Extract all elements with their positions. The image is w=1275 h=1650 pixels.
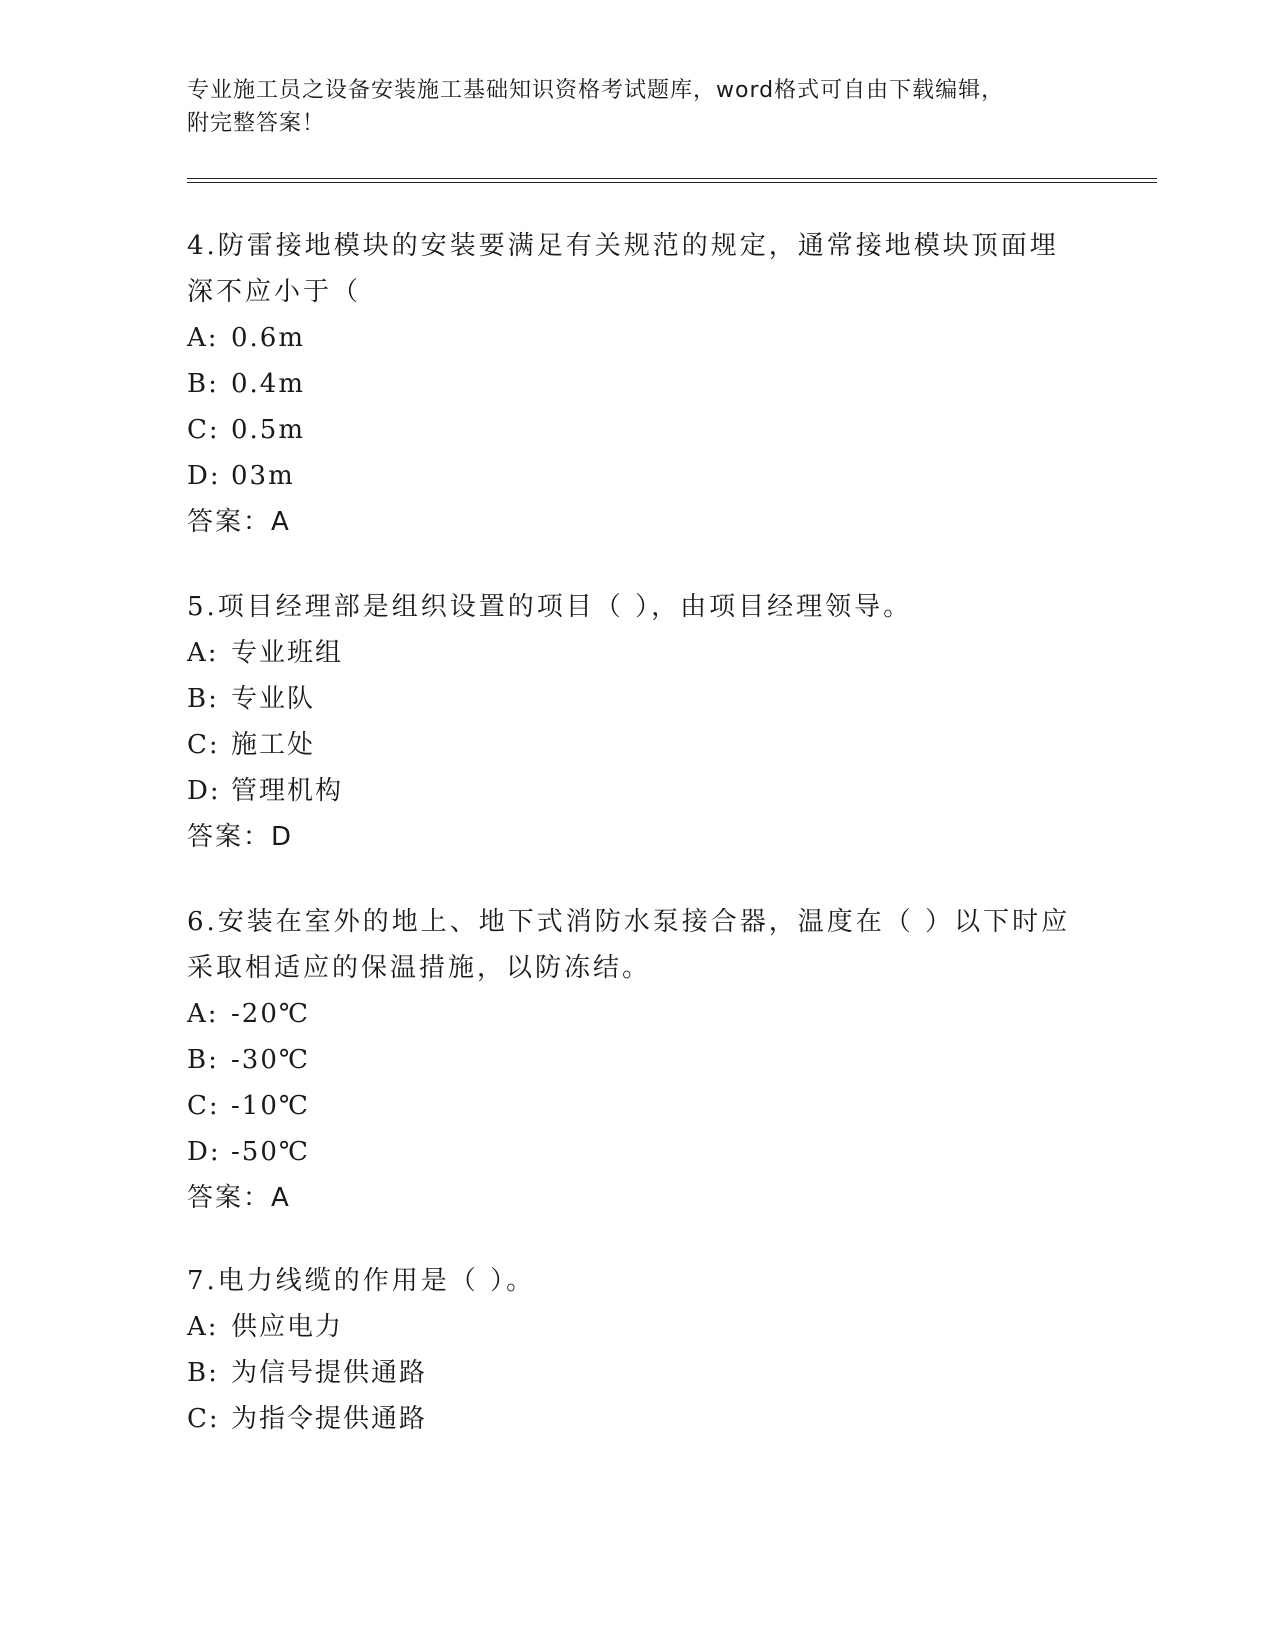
option-b <box>187 1350 1087 1396</box>
option-text: -30℃ <box>231 1045 310 1075</box>
option-text: 0.4m <box>231 369 306 399</box>
option-d <box>187 453 1087 499</box>
option-c <box>187 1396 1087 1442</box>
option-text: 专业队 <box>231 684 316 714</box>
option-letter: D: <box>187 776 221 806</box>
option-text: -10℃ <box>231 1091 310 1121</box>
option-text: 为指令提供通路 <box>231 1404 428 1434</box>
answer-line: 答案：A <box>187 1183 291 1213</box>
answer-line: 答案：A <box>187 507 291 537</box>
option-text: -50℃ <box>231 1137 310 1167</box>
option-text: 施工处 <box>231 730 316 760</box>
option-letter: A: <box>187 323 219 353</box>
option-letter: A: <box>187 999 219 1029</box>
option-c <box>187 407 1087 453</box>
option-letter: C: <box>187 415 220 445</box>
option-text: -20℃ <box>231 999 310 1029</box>
header-divider <box>187 178 1157 183</box>
option-letter: B: <box>187 369 219 399</box>
option-text: 0.5m <box>231 415 306 445</box>
answer-line: 答案：D <box>187 822 294 852</box>
question-text: 4.防雷接地模块的安装要满足有关规范的规定，通常接地模块顶面埋深不应小于（ <box>187 231 1059 307</box>
option-d <box>187 1129 1087 1175</box>
option-letter: A: <box>187 638 219 668</box>
question-4 <box>187 223 1087 545</box>
option-a <box>187 315 1087 361</box>
option-c <box>187 722 1087 768</box>
option-c <box>187 1083 1087 1129</box>
option-letter: C: <box>187 730 220 760</box>
option-text: 管理机构 <box>231 776 344 806</box>
option-d <box>187 768 1087 814</box>
question-text: 6.安装在室外的地上、地下式消防水泵接合器，温度在（ ）以下时应采取相适应的保温措施，以防冻结。 <box>187 907 1071 983</box>
option-letter: A: <box>187 1312 219 1342</box>
option-text: 专业班组 <box>231 638 344 668</box>
option-letter: B: <box>187 1358 219 1388</box>
option-text: 供应电力 <box>231 1312 344 1342</box>
question-5 <box>187 584 1087 860</box>
document-header <box>187 74 1067 140</box>
option-b <box>187 676 1087 722</box>
option-text: 0.6m <box>231 323 306 353</box>
option-text: 为信号提供通路 <box>231 1358 428 1388</box>
option-letter: B: <box>187 684 219 714</box>
option-a <box>187 630 1087 676</box>
question-text: 5.项目经理部是组织设置的项目（ ），由项目经理领导。 <box>187 592 913 622</box>
option-letter: D: <box>187 1137 221 1167</box>
option-a <box>187 991 1087 1037</box>
option-letter: C: <box>187 1091 220 1121</box>
option-letter: B: <box>187 1045 219 1075</box>
option-letter: C: <box>187 1404 220 1434</box>
header-line-2: 附完整答案！ <box>187 111 326 136</box>
option-text: 03m <box>231 461 295 491</box>
option-a <box>187 1304 1087 1350</box>
question-6 <box>187 899 1087 1221</box>
option-b <box>187 1037 1087 1083</box>
question-7 <box>187 1258 1087 1442</box>
option-b <box>187 361 1087 407</box>
header-line-1: 专业施工员之设备安装施工基础知识资格考试题库，word格式可自由下载编辑， <box>187 78 1005 103</box>
question-text: 7.电力线缆的作用是（ ）。 <box>187 1266 536 1296</box>
option-letter: D: <box>187 461 221 491</box>
